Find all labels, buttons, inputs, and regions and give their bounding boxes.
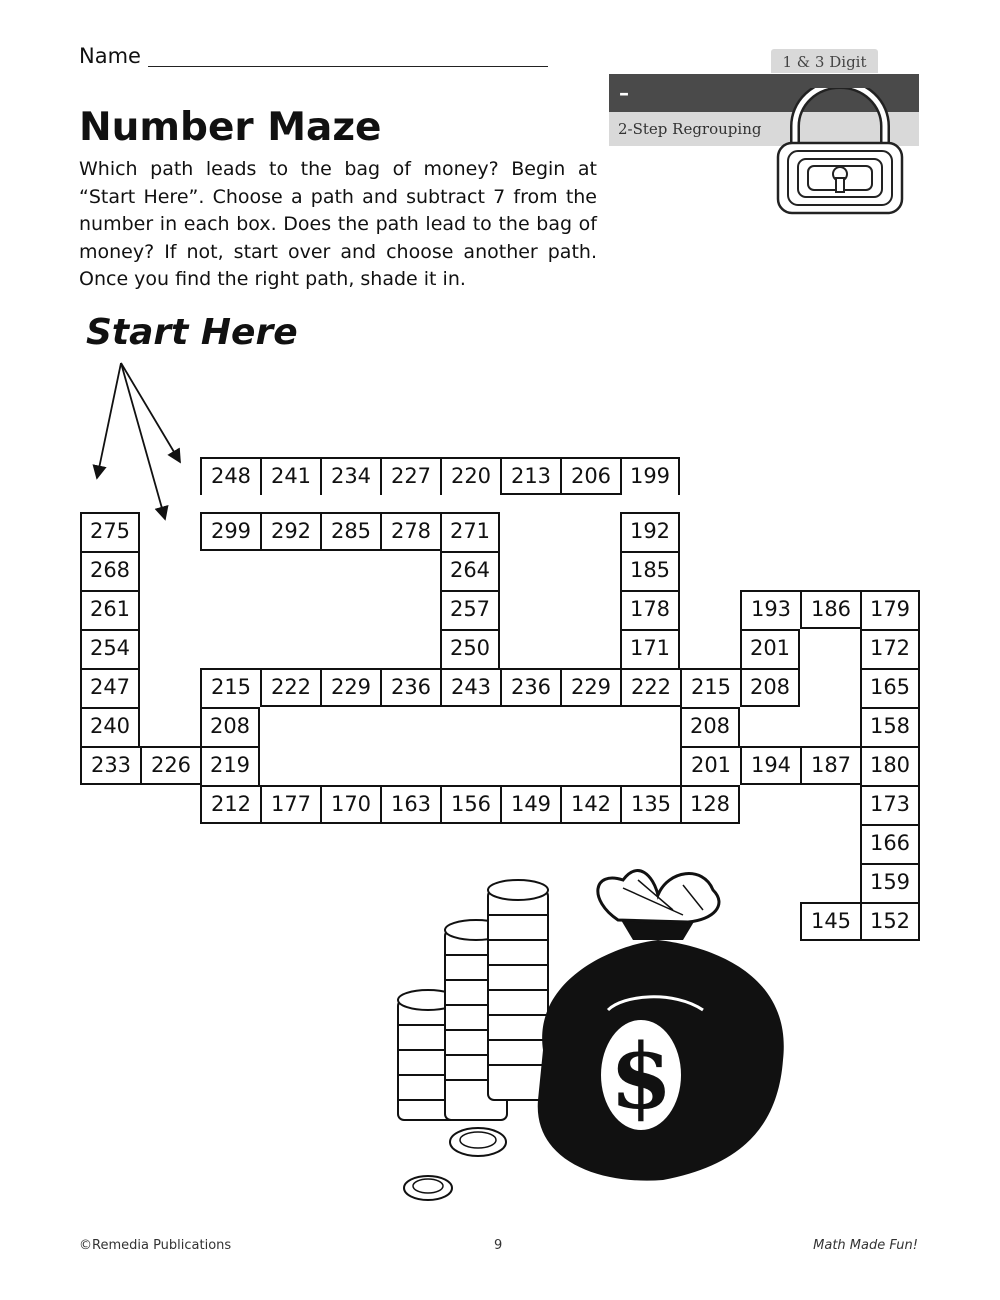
maze-cell[interactable]: 240 [80,707,140,746]
maze-cell[interactable]: 177 [260,785,320,824]
maze-cell[interactable]: 250 [440,629,500,668]
maze-cell[interactable]: 156 [440,785,500,824]
maze-cell[interactable]: 201 [680,746,740,785]
maze-cell[interactable]: 275 [80,512,140,551]
maze-cell[interactable]: 234 [320,457,380,495]
maze-cell[interactable]: 172 [860,629,920,668]
maze-cell[interactable]: 236 [380,668,440,707]
skill-label: 2-Step Regrouping [618,120,762,138]
maze-cell[interactable]: 187 [800,746,860,785]
maze-cell[interactable]: 142 [560,785,620,824]
arrow-right [121,363,180,462]
arrow-middle [121,363,165,519]
maze-cell[interactable]: 215 [680,668,740,707]
maze-cell[interactable]: 248 [200,457,260,495]
maze-cell[interactable]: 222 [620,668,680,707]
page-title: Number Maze [79,105,382,150]
maze-cell[interactable]: 247 [80,668,140,707]
maze-cell[interactable]: 179 [860,590,920,629]
maze-cell[interactable]: 208 [200,707,260,746]
maze-cell[interactable]: 163 [380,785,440,824]
maze-cell[interactable]: 215 [200,668,260,707]
maze-cell[interactable]: 194 [740,746,800,785]
page-number: 9 [494,1238,503,1253]
maze-cell[interactable]: 159 [860,863,920,902]
maze-cell[interactable]: 192 [620,512,680,551]
maze-cell[interactable]: 220 [440,457,500,495]
maze-cell[interactable]: 135 [620,785,680,824]
maze-cell[interactable]: 261 [80,590,140,629]
maze-cell[interactable]: 222 [260,668,320,707]
digit-badge: 1 & 3 Digit [771,49,878,73]
maze-cell[interactable]: 257 [440,590,500,629]
maze-cell[interactable]: 233 [80,746,140,785]
maze-cell[interactable]: 180 [860,746,920,785]
operation-sign: – [619,81,629,105]
maze-cell[interactable]: 271 [440,512,500,551]
maze-cell[interactable]: 285 [320,512,380,551]
footer-publisher: ©Remedia Publications [79,1238,232,1253]
maze-cell[interactable]: 152 [860,902,920,941]
maze-cell[interactable]: 185 [620,551,680,590]
maze-cell[interactable]: 212 [200,785,260,824]
maze-cell[interactable]: 158 [860,707,920,746]
maze-cell[interactable]: 206 [560,457,620,495]
dollar-sign: $ [609,1024,673,1130]
maze-cell[interactable]: 128 [680,785,740,824]
maze-cell[interactable]: 149 [500,785,560,824]
maze-cell[interactable]: 166 [860,824,920,863]
maze-cell[interactable]: 226 [140,746,200,785]
maze-cell[interactable]: 292 [260,512,320,551]
maze-cell[interactable]: 173 [860,785,920,824]
maze-cell[interactable]: 201 [740,629,800,668]
maze-cell[interactable]: 213 [500,457,560,495]
instructions: Which path leads to the bag of money? Begin at “Start Here”. Choose a path and subtract 7 from the number in each box. Does the path lead to the bag of money? If not, start over and choose another path. Once you find the right path, shade it in. [79,158,597,290]
maze-cell[interactable]: 208 [680,707,740,746]
maze-cell[interactable]: 219 [200,746,260,785]
footer-series: Math Made Fun! [813,1238,918,1253]
maze-cell[interactable]: 236 [500,668,560,707]
maze-cell[interactable]: 171 [620,629,680,668]
maze-cell[interactable]: 241 [260,457,320,495]
maze-cell[interactable]: 170 [320,785,380,824]
money-bag-icon [383,860,803,1210]
maze-cell[interactable]: 264 [440,551,500,590]
maze-cell[interactable]: 243 [440,668,500,707]
maze-cell[interactable]: 199 [620,457,680,495]
maze-cell[interactable]: 208 [740,668,800,707]
coin-stacks [398,880,548,1120]
maze-cell[interactable]: 229 [320,668,380,707]
bag-top [598,871,719,922]
maze-cell[interactable]: 268 [80,551,140,590]
maze-cell[interactable]: 145 [800,902,860,941]
maze-cell[interactable]: 254 [80,629,140,668]
maze-cell[interactable]: 278 [380,512,440,551]
arrow-left [97,363,121,478]
start-label: Start Here [86,312,298,353]
maze-cell[interactable]: 193 [740,590,800,629]
maze-cell[interactable]: 299 [200,512,260,551]
maze-cell[interactable]: 165 [860,668,920,707]
name-label: Name [79,44,141,68]
maze-cell[interactable]: 186 [800,590,860,629]
maze-cell[interactable]: 178 [620,590,680,629]
maze-cell[interactable]: 229 [560,668,620,707]
maze-cell[interactable]: 227 [380,457,440,495]
